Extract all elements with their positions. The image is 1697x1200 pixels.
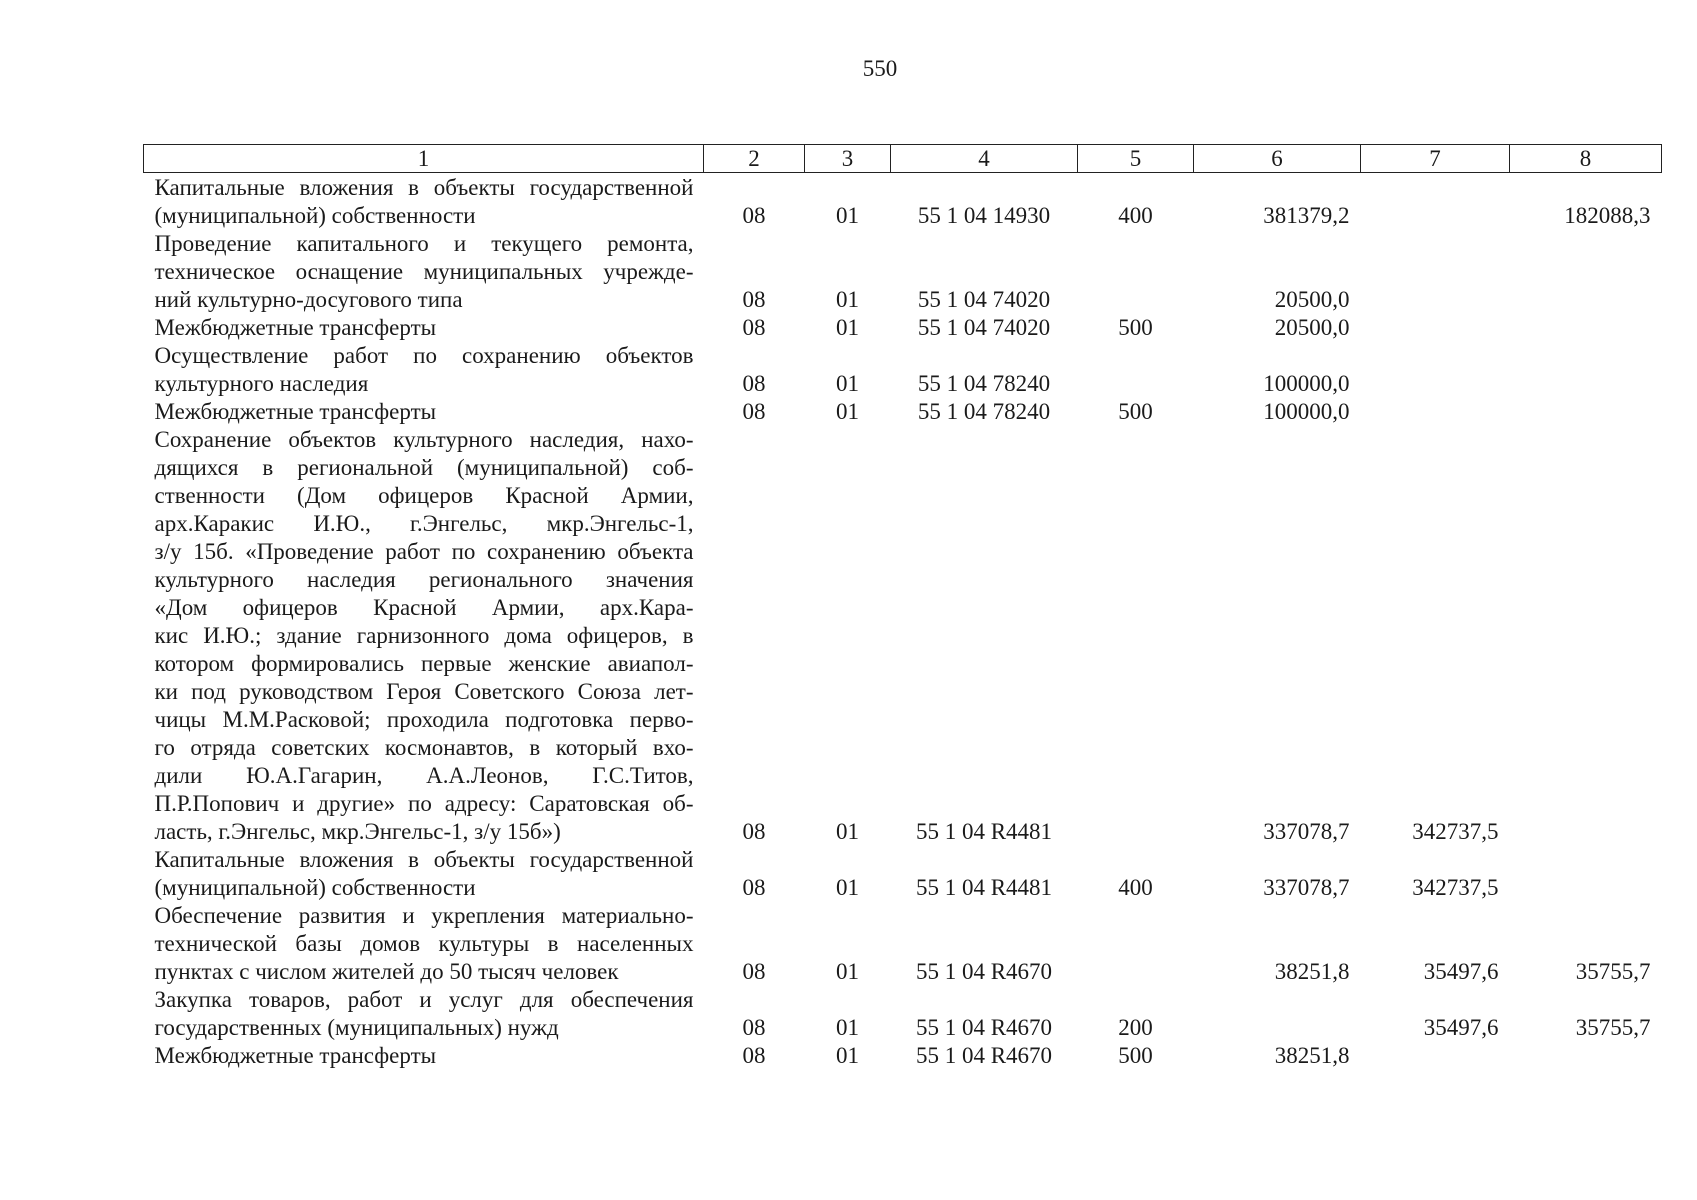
table-row <box>144 986 1662 1042</box>
amount-col-6-cell: 38251,8 <box>1274 1043 1350 1068</box>
item-name-line: (муниципальной) собственности <box>154 203 476 228</box>
target-article-cell: 55 1 04 78240 <box>917 371 1051 396</box>
table-body <box>144 173 1662 1071</box>
section-code-cell: 08 <box>742 203 766 228</box>
subsection-code-cell: 01 <box>836 819 859 844</box>
item-name-line: дящихся в региональной (муниципальной) соб- <box>154 455 694 480</box>
table-row <box>144 230 1662 314</box>
table-header <box>144 145 1662 173</box>
header-col-7: 7 <box>1361 145 1510 173</box>
amount-col-8-cell: 35755,7 <box>1575 959 1651 984</box>
item-name-line: Капитальные вложения в объекты государственной <box>154 175 694 200</box>
amount-col-8-cell <box>1510 314 1662 342</box>
item-name-line: з/у 15б. «Проведение работ по сохранению объекта <box>154 539 694 564</box>
target-article-cell: 55 1 04 R4481 <box>915 875 1053 900</box>
header-col-5: 5 <box>1078 145 1194 173</box>
item-name-cell <box>144 846 704 902</box>
item-name-line: Осуществление работ по сохранению объектов <box>154 343 694 368</box>
section-code-cell: 08 <box>742 287 766 312</box>
expense-type-cell <box>1078 426 1194 846</box>
item-name-line: Капитальные вложения в объекты государственной <box>154 847 694 872</box>
table-row <box>144 1042 1662 1070</box>
table-row <box>144 342 1662 398</box>
item-name-line: ственности (Дом офицеров Красной Армии, <box>154 483 694 508</box>
header-col-3: 3 <box>805 145 891 173</box>
item-name-line: Сохранение объектов культурного наследия, нахо- <box>154 427 694 452</box>
amount-col-7-cell: 342737,5 <box>1412 875 1499 900</box>
item-name-cell <box>144 173 704 231</box>
expense-type-cell: 400 <box>1118 203 1153 228</box>
expense-type-cell: 500 <box>1118 315 1153 340</box>
amount-col-8-cell <box>1510 426 1662 846</box>
amount-col-6-cell: 38251,8 <box>1274 959 1350 984</box>
table-row <box>144 173 1662 231</box>
target-article-cell: 55 1 04 74020 <box>917 315 1051 340</box>
expense-type-cell: 400 <box>1118 875 1153 900</box>
section-code-cell: 08 <box>742 959 766 984</box>
item-name-line: Межбюджетные трансферты <box>154 315 437 340</box>
amount-col-7-cell <box>1361 1042 1510 1070</box>
item-name-cell <box>144 902 704 986</box>
item-name-cell <box>144 1042 704 1070</box>
subsection-code-cell: 01 <box>836 1015 859 1040</box>
item-name-cell <box>144 398 704 426</box>
item-name-line: арх.Каракис И.Ю., г.Энгельс, мкр.Энгельс-1, <box>154 511 694 536</box>
amount-col-7-cell <box>1361 173 1510 231</box>
subsection-code-cell: 01 <box>836 315 859 340</box>
subsection-code-cell: 01 <box>836 875 859 900</box>
target-article-cell: 55 1 04 R4670 <box>915 959 1053 984</box>
item-name-line: ки под руководством Героя Советского Союза лет- <box>154 679 694 704</box>
table-row <box>144 902 1662 986</box>
subsection-code-cell: 01 <box>836 399 859 424</box>
amount-col-7-cell: 35497,6 <box>1423 1015 1499 1040</box>
section-code-cell: 08 <box>742 1015 766 1040</box>
subsection-code-cell: 01 <box>836 1043 859 1068</box>
page-number: 550 <box>862 56 898 81</box>
amount-col-8-cell <box>1510 342 1662 398</box>
table-row <box>144 314 1662 342</box>
item-name-line: культурного наследия <box>154 371 369 396</box>
target-article-cell: 55 1 04 74020 <box>917 287 1051 312</box>
item-name-line: Закупка товаров, работ и услуг для обеспечения <box>154 987 694 1012</box>
section-code-cell: 08 <box>742 875 766 900</box>
item-name-line: чицы М.М.Расковой; проходила подготовка перво- <box>154 707 694 732</box>
item-name-line: «Дом офицеров Красной Армии, арх.Кара- <box>154 595 694 620</box>
header-col-2: 2 <box>704 145 805 173</box>
item-name-cell <box>144 426 704 846</box>
amount-col-7-cell: 342737,5 <box>1412 819 1499 844</box>
subsection-code-cell: 01 <box>836 203 859 228</box>
item-name-line: Обеспечение развития и укрепления материально- <box>154 903 694 928</box>
expense-type-cell: 500 <box>1118 1043 1153 1068</box>
amount-col-6-cell: 100000,0 <box>1263 371 1350 396</box>
target-article-cell: 55 1 04 R4670 <box>915 1043 1053 1068</box>
header-col-6: 6 <box>1194 145 1361 173</box>
amount-col-7-cell <box>1361 342 1510 398</box>
amount-col-7-cell <box>1361 398 1510 426</box>
item-name-line: Проведение капитального и текущего ремонта, <box>154 231 694 256</box>
item-name-cell <box>144 342 704 398</box>
amount-col-6-cell <box>1194 986 1361 1042</box>
item-name-line: го отряда советских космонавтов, в который вхо- <box>154 735 694 760</box>
amount-col-6-cell: 100000,0 <box>1263 399 1350 424</box>
item-name-line: ний культурно-досугового типа <box>154 287 463 312</box>
section-code-cell: 08 <box>742 1043 766 1068</box>
amount-col-8-cell: 182088,3 <box>1564 203 1651 228</box>
expense-type-cell: 200 <box>1118 1015 1153 1040</box>
section-code-cell: 08 <box>742 399 766 424</box>
amount-col-7-cell: 35497,6 <box>1423 959 1499 984</box>
amount-col-8-cell: 35755,7 <box>1575 1015 1651 1040</box>
header-col-4: 4 <box>891 145 1078 173</box>
amount-col-6-cell: 337078,7 <box>1263 819 1350 844</box>
target-article-cell: 55 1 04 14930 <box>917 203 1051 228</box>
budget-table <box>143 144 1662 1070</box>
amount-col-8-cell <box>1510 398 1662 426</box>
item-name-line: пунктах с числом жителей до 50 тысяч человек <box>154 959 619 984</box>
item-name-cell <box>144 314 704 342</box>
expense-type-cell <box>1078 230 1194 314</box>
table-row <box>144 398 1662 426</box>
subsection-code-cell: 01 <box>836 287 859 312</box>
section-code-cell: 08 <box>742 371 766 396</box>
amount-col-8-cell <box>1510 1042 1662 1070</box>
item-name-line: Межбюджетные трансферты <box>154 1043 437 1068</box>
section-code-cell: 08 <box>742 819 766 844</box>
item-name-line: кис И.Ю.; здание гарнизонного дома офицеров, в <box>154 623 694 648</box>
section-code-cell: 08 <box>742 315 766 340</box>
item-name-line: государственных (муниципальных) нужд <box>154 1015 559 1040</box>
expense-type-cell <box>1078 342 1194 398</box>
expense-type-cell: 500 <box>1118 399 1153 424</box>
amount-col-6-cell: 381379,2 <box>1263 203 1350 228</box>
amount-col-7-cell <box>1361 230 1510 314</box>
amount-col-6-cell: 337078,7 <box>1263 875 1350 900</box>
item-name-line: П.Р.Попович и другие» по адресу: Саратовская об- <box>154 791 694 816</box>
table-row <box>144 846 1662 902</box>
subsection-code-cell: 01 <box>836 959 859 984</box>
item-name-line: культурного наследия регионального значения <box>154 567 694 592</box>
amount-col-7-cell <box>1361 314 1510 342</box>
subsection-code-cell: 01 <box>836 371 859 396</box>
item-name-line: Межбюджетные трансферты <box>154 399 437 424</box>
amount-col-6-cell: 20500,0 <box>1274 315 1350 340</box>
item-name-line: (муниципальной) собственности <box>154 875 476 900</box>
item-name-line: технической базы домов культуры в населенных <box>154 931 694 956</box>
item-name-line: котором формировались первые женские авиапол- <box>154 651 694 676</box>
target-article-cell: 55 1 04 R4670 <box>915 1015 1053 1040</box>
item-name-cell <box>144 986 704 1042</box>
item-name-line: ласть, г.Энгельс, мкр.Энгельс-1, з/у 15б») <box>154 819 561 844</box>
amount-col-8-cell <box>1510 846 1662 902</box>
header-col-1: 1 <box>144 145 704 173</box>
target-article-cell: 55 1 04 78240 <box>917 399 1051 424</box>
target-article-cell: 55 1 04 R4481 <box>915 819 1053 844</box>
header-row <box>144 145 1662 173</box>
item-name-line: дили Ю.А.Гагарин, А.А.Леонов, Г.С.Титов, <box>154 763 694 788</box>
amount-col-8-cell <box>1510 230 1662 314</box>
item-name-line: техническое оснащение муниципальных учрежде- <box>154 259 694 284</box>
table-row <box>144 426 1662 846</box>
amount-col-6-cell: 20500,0 <box>1274 287 1350 312</box>
header-col-8: 8 <box>1510 145 1662 173</box>
item-name-cell <box>144 230 704 314</box>
expense-type-cell <box>1078 902 1194 986</box>
